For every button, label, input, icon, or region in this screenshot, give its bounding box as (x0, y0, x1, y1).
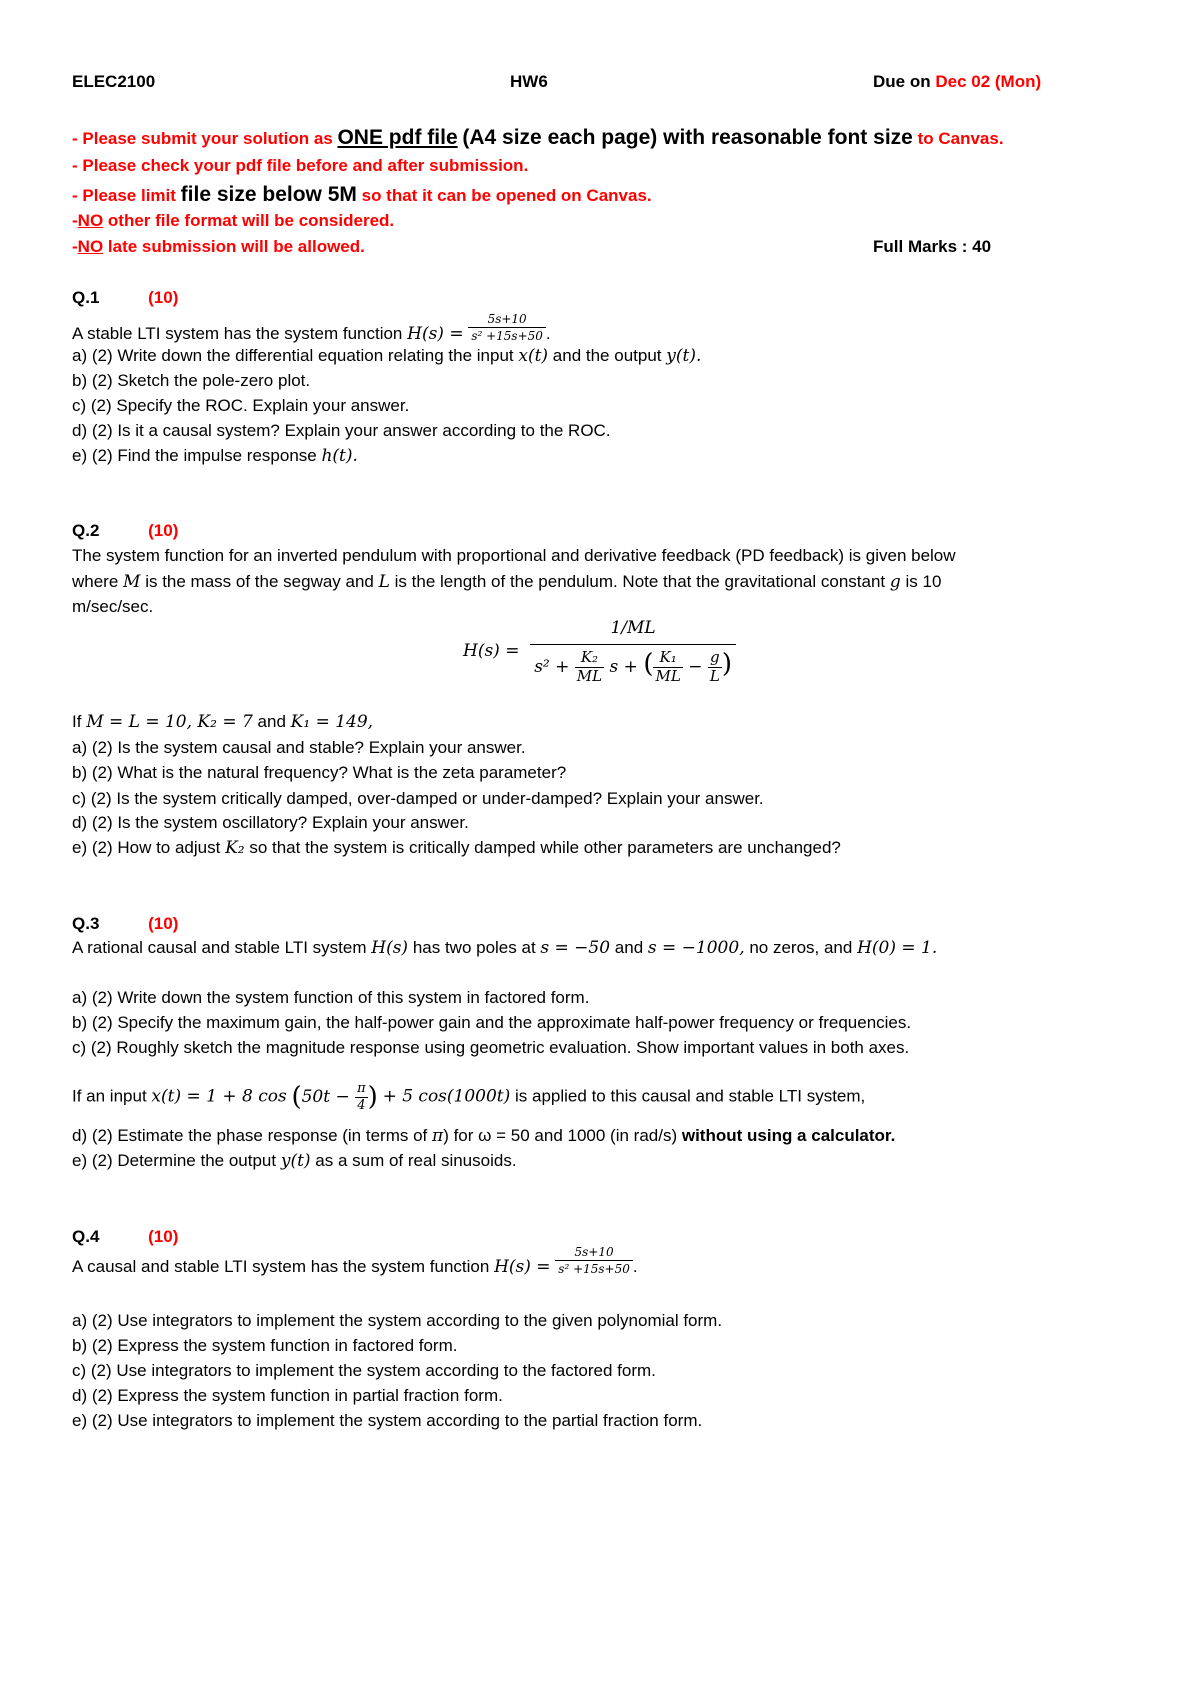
q3-e-y: y(t) (280, 1151, 311, 1171)
instruction-5-c: late submission will be allowed. (107, 237, 365, 256)
instruction-4-c: other file format will be considered. (107, 211, 395, 230)
q2-if-d: K₁ = 149, (290, 712, 374, 732)
q2-intro-1: The system function for an inverted pendulum with proportional and derivative feedback (PD feedback) is given below (72, 546, 956, 565)
q3-e-b: as a sum of real sinusoids. (315, 1151, 517, 1170)
instruction-1-a: - Please submit your solution as (72, 129, 333, 148)
instruction-3-c: so that it can be opened on Canvas. (361, 186, 652, 205)
q4-intro-text: A causal and stable LTI system has the system function (72, 1257, 490, 1276)
due-prefix: Due on (873, 72, 931, 91)
q1-a-y: y(t). (666, 346, 702, 366)
q2-intro-3: m/sec/sec. (72, 597, 154, 616)
q1-a-x: x(t) (518, 346, 549, 366)
q1-heading (72, 288, 178, 308)
q4-numerator: 5s+10 (555, 1246, 633, 1261)
q3-intro-p2: s = −1000, (647, 938, 745, 958)
instruction-4-a: - (72, 211, 78, 230)
q2-intro-2-b: is the mass of the segway and (145, 572, 374, 591)
q2-intro-2-c: is the length of the pendulum. Note that the gravitational constant (394, 572, 886, 591)
due-date-value: Dec 02 (Mon) (935, 72, 1042, 91)
q3-e (72, 1151, 517, 1171)
q2-if-c: and (257, 712, 286, 731)
q2-c: c) (2) Is the system critically damped, over-damped or under-damped? Explain your answer. (72, 789, 764, 808)
q3-label: Q.3 (72, 914, 100, 933)
q4-H: H(s) = (494, 1257, 551, 1277)
q3-input-a: If an input (72, 1086, 147, 1106)
q3-d (72, 1126, 895, 1146)
q3-d-c: without using a calculator. (681, 1126, 896, 1145)
course-code: ELEC2100 (72, 72, 156, 91)
q3-intro-H: H(s) (371, 938, 409, 958)
q1-e (72, 446, 358, 466)
q3-d-b: ) for ω = 50 and 1000 (in rad/s) (443, 1126, 678, 1145)
q2-intro-2-d: is 10 (905, 572, 942, 591)
q2-intro-2-a: where (72, 572, 119, 591)
q3-heading (72, 914, 178, 934)
q3-intro-b: has two poles at (412, 938, 536, 957)
q4-fraction (555, 1246, 633, 1275)
q2-H: H(s) = (463, 641, 520, 662)
q3-c: c) (2) Roughly sketch the magnitude response using geometric evaluation. Show important values in both axes. (72, 1038, 910, 1057)
q2-if (72, 712, 373, 732)
q3-input-b: + 5 cos(1000t) (382, 1086, 511, 1107)
q4-d: d) (2) Express the system function in partial fraction form. (72, 1386, 503, 1405)
q4-denominator: s² +15s+50 (558, 1262, 630, 1277)
q3-input-c: is applied to this causal and stable LTI system, (515, 1086, 866, 1106)
q4-a: a) (2) Use integrators to implement the system according to the given polynomial form. (72, 1311, 723, 1330)
q3-input-x: x(t) = 1 + 8 cos (151, 1086, 287, 1107)
homework-title: HW6 (510, 72, 548, 91)
q2-d: d) (2) Is the system oscillatory? Explain your answer. (72, 813, 469, 832)
q1-fraction (468, 313, 546, 342)
instruction-5 (72, 237, 365, 257)
instruction-4 (72, 211, 394, 231)
instruction-5-b: NO (77, 237, 104, 256)
instruction-1-c: (A4 size each page) with reasonable font size (462, 126, 913, 149)
q2-numerator: 1/ML (530, 618, 736, 645)
instruction-2: - Please check your pdf file before and after submission. (72, 156, 529, 175)
q3-e-a: e) (2) Determine the output (72, 1151, 277, 1170)
q1-d: d) (2) Is it a causal system? Explain your answer according to the ROC. (72, 421, 611, 440)
q2-intro-2-M: M (123, 572, 141, 592)
q2-intro-2-g: g (889, 572, 901, 592)
q1-label: Q.1 (72, 288, 100, 307)
instruction-3 (72, 183, 652, 207)
q3-d-pi: π (432, 1126, 444, 1146)
q3-input: If an input x(t) = 1 + 8 cos (50t − $\frac{\pi}{4}$ ) + 5 cos(1000t) is applied to this causal and stable LTI system, (72, 1081, 866, 1113)
q2-equation (463, 618, 736, 685)
q1-intro-text: A stable LTI system has the system function (72, 324, 403, 343)
q4-intro: A causal and stable LTI system has the system function H(s) = $\frac{5s+10}{\text{s² +15s+50}}$ . (72, 1245, 638, 1277)
q4-e: e) (2) Use integrators to implement the system according to the partial fraction form. (72, 1411, 703, 1430)
q4-b: b) (2) Express the system function in factored form. (72, 1336, 458, 1355)
q2-e (72, 838, 841, 858)
q3-intro-p1: s = −50 (540, 938, 611, 958)
q3-b: b) (2) Specify the maximum gain, the half-power gain and the approximate half-power frequency or frequencies. (72, 1013, 912, 1032)
q3-intro (72, 938, 937, 958)
q4-marks: (10) (148, 1227, 179, 1246)
q1-marks: (10) (148, 288, 179, 307)
instruction-4-b: NO (77, 211, 104, 230)
q3-intro-a: A rational causal and stable LTI system (72, 938, 367, 957)
q2-e-pre: e) (2) How to adjust (72, 838, 221, 857)
instruction-1-b: ONE pdf file (337, 126, 458, 149)
full-marks: Full Marks : 40 (873, 237, 992, 256)
q3-marks: (10) (148, 914, 179, 933)
q2-intro-2 (72, 572, 941, 592)
q1-c: c) (2) Specify the ROC. Explain your answer. (72, 396, 410, 415)
q1-b: b) (2) Sketch the pole-zero plot. (72, 371, 311, 390)
q2-if-b: M = L = 10, K₂ = 7 (86, 712, 253, 732)
q3-intro-d: no zeros, and (749, 938, 853, 957)
q2-heading (72, 521, 178, 541)
q3-d-a: d) (2) Estimate the phase response (in terms of (72, 1126, 428, 1145)
q2-e-post: so that the system is critically damped while other parameters are unchanged? (249, 838, 841, 857)
due-date (873, 72, 1041, 92)
q2-label: Q.2 (72, 521, 100, 540)
q4-label: Q.4 (72, 1227, 100, 1246)
q2-b: b) (2) What is the natural frequency? What is the zeta parameter? (72, 763, 567, 782)
q1-denominator: s² +15s+50 (471, 329, 543, 344)
q2-if-a: If (72, 712, 82, 731)
q1-e-h: h(t). (321, 446, 358, 466)
q2-marks: (10) (148, 521, 179, 540)
q2-fraction (530, 618, 736, 685)
q2-denominator: s² + $\frac{\text{K₂}}{ML}$ s + ( $\frac{\text{K₁}}{ML}$ − $\frac{g}{L}$ ) (534, 648, 732, 685)
q4-heading (72, 1227, 178, 1247)
q1-a (72, 346, 701, 366)
q1-H: H(s) = (407, 324, 464, 344)
q3-intro-c: and (614, 938, 644, 957)
q3-intro-H0: H(0) = 1. (857, 938, 938, 958)
q2-a: a) (2) Is the system causal and stable? Explain your answer. (72, 738, 526, 757)
instruction-3-b: file size below 5M (180, 183, 357, 206)
q2-intro-2-L: L (378, 572, 390, 592)
q3-a: a) (2) Write down the system function of this system in factored form. (72, 988, 590, 1007)
instruction-1-d: to Canvas. (917, 129, 1004, 148)
q1-e-text: e) (2) Find the impulse response (72, 446, 317, 465)
q1-a-mid: and the output (552, 346, 662, 365)
q4-c: c) (2) Use integrators to implement the system according to the factored form. (72, 1361, 656, 1380)
instruction-3-a: - Please limit (72, 186, 176, 205)
q2-e-K: K₂ (225, 838, 245, 858)
q1-numerator: 5s+10 (468, 313, 546, 328)
q1-a-text: a) (2) Write down the differential equation relating the input (72, 346, 514, 365)
q1-intro: A stable LTI system has the system function H(s) = $\frac{5s+10}{\text{s² +15s+50}}$ . (72, 312, 551, 344)
instruction-5-a: - (72, 237, 78, 256)
instruction-1 (72, 126, 1004, 150)
